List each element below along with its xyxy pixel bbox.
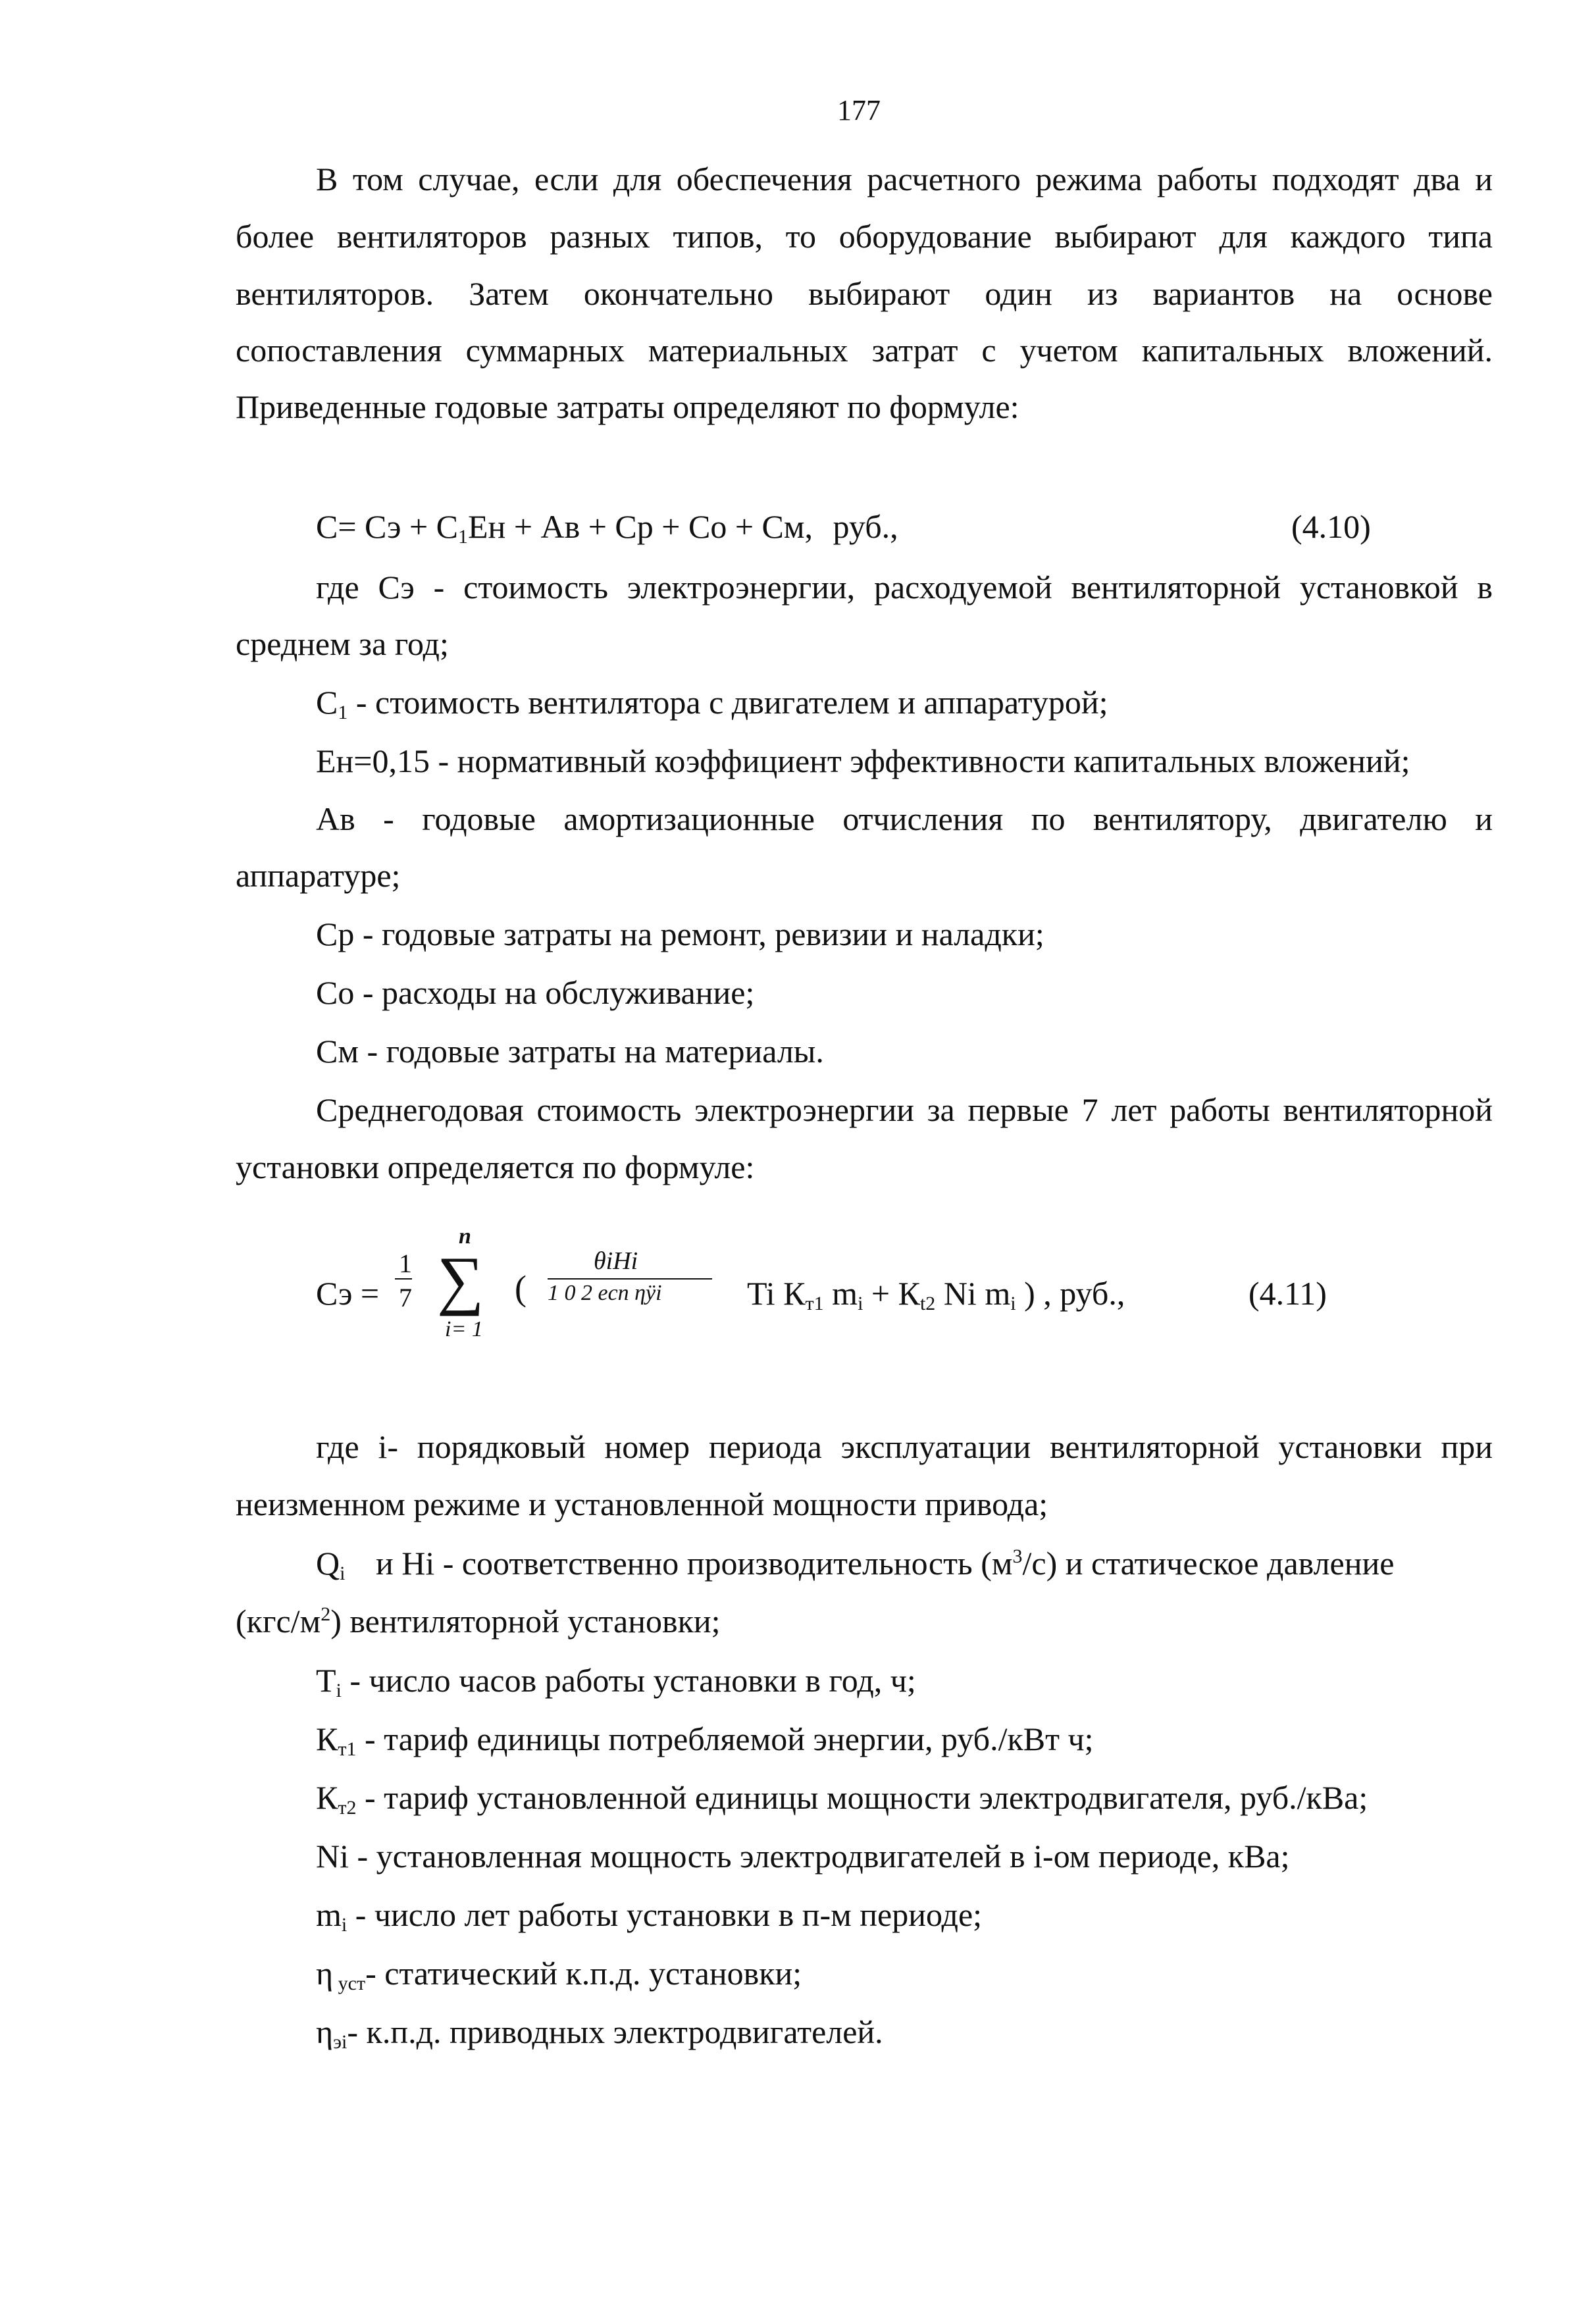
formula-4-11-mi2-subscript: i (1010, 1293, 1016, 1314)
formula-4-10-number: (4.10) (1291, 508, 1371, 545)
def-kt2 (316, 1779, 1368, 1819)
def-mi-symbol: m (316, 1896, 342, 1933)
formula-4-11-lhs: Сэ = (316, 1275, 380, 1312)
def-qh-line-2 (236, 1605, 721, 1638)
formula-4-10-rest: Ен + Ав + Ср + Со + См, (468, 508, 813, 545)
formula-4-11-ni-m: Ni m (943, 1275, 1011, 1312)
formula-4-11-kt1-subscript: т1 (805, 1293, 824, 1314)
def-eta-e-symbol: η (316, 2013, 334, 2050)
def-kt1-symbol: К (316, 1721, 338, 1757)
def-ti (316, 1662, 916, 1701)
para-411-line-2: установки определяется по формуле: (236, 1149, 755, 1185)
def-qh-sup3: 3 (1012, 1545, 1023, 1567)
def-ti-subscript: i (336, 1680, 342, 1701)
formula-4-10-lhs: С= Сэ + С (316, 508, 459, 545)
formula-4-11-m: m (832, 1275, 858, 1312)
formula-4-10-c1-subscript: 1 (458, 526, 469, 548)
formula-4-11-sum-lower: i= 1 (445, 1317, 483, 1341)
def-i-line-2: неизменном режиме и установленной мощности привода; (236, 1486, 1048, 1522)
page-number: 177 (837, 94, 881, 126)
def-c1-symbol: С (316, 684, 338, 721)
def-qh-line-2-start: (кгс/м (236, 1603, 321, 1640)
intro-line-3: вентиляторов. Затем окончательно выбирают один из вариантов на основе (236, 275, 1493, 312)
formula-4-11-frac-bar (395, 1278, 412, 1280)
def-qh-line-1-end: /с) и статическое давление (1022, 1545, 1395, 1582)
def-eta-ust-subscript: уст (333, 1973, 366, 1994)
def-eta-e (316, 2013, 883, 2053)
def-qh-sup2: 2 (321, 1603, 331, 1625)
formula-4-11-tail (747, 1275, 1125, 1314)
para-411-line-1: Среднегодовая стоимость электроэнергии за первые 7 лет работы вентиляторной (316, 1091, 1493, 1128)
formula-4-11-inner-denominator: 1 0 2 eсп ηÿi (548, 1281, 662, 1305)
def-ti-symbol: T (316, 1662, 336, 1699)
formula-4-11-ti-kt: Ti К (747, 1275, 806, 1312)
formula-4-11-plus-k: + К (871, 1275, 920, 1312)
def-kt1 (316, 1721, 1094, 1760)
formula-4-11-number: (4.11) (1248, 1275, 1327, 1312)
def-kt2-subscript: т2 (338, 1797, 357, 1819)
intro-line-2: более вентиляторов разных типов, то оборудование выбирают для каждого типа (236, 218, 1493, 255)
intro-line-4: сопоставления суммарных материальных затрат с учетом капитальных вложений. (236, 332, 1493, 369)
def-mi-text: - число лет работы установки в п-м периоде; (355, 1896, 983, 1933)
def-eta-e-subscript: эi (333, 2031, 348, 2053)
def-kt1-text: - тариф единицы потребляемой энергии, руб./кВт ч; (364, 1721, 1094, 1757)
def-cm: См - годовые затраты на материалы. (316, 1033, 824, 1070)
formula-4-11-sum-upper: n (459, 1224, 471, 1249)
def-c1-subscript: 1 (338, 702, 348, 723)
def-eta-e-text: - к.п.д. приводных электродвигателей. (347, 2013, 883, 2050)
def-qh-line-1-text: и Hi - соответственно производительность (м (375, 1545, 1013, 1582)
def-qh-line-1 (316, 1545, 1493, 1584)
def-av-line-1: Ав - годовые амортизационные отчисления по вентилятору, двигателю и (316, 800, 1493, 837)
intro-line-5: Приведенные годовые затраты определяют по формуле: (236, 388, 1019, 425)
formula-4-11-close: ) , руб., (1024, 1275, 1125, 1312)
def-ti-text: - число часов работы установки в год, ч; (349, 1662, 916, 1699)
def-i-line-1: где i- порядковый номер периода эксплуатации вентиляторной установки при (316, 1428, 1493, 1465)
formula-4-11-inner-numerator: θiHi (594, 1247, 638, 1275)
def-mi-subscript: i (341, 1914, 348, 1936)
def-c1-text: - стоимость вентилятора с двигателем и аппаратурой; (355, 684, 1108, 721)
formula-4-11-mi-subscript: i (858, 1293, 863, 1314)
formula-4-11-inner-bar (548, 1278, 712, 1280)
intro-line-1: В том случае, если для обеспечения расчетного режима работы подходят два и (316, 161, 1493, 197)
formula-4-11-open-paren: ( (515, 1268, 527, 1308)
def-qh-line-2-end: ) вентиляторной установки; (330, 1603, 721, 1640)
def-ni: Ni - установленная мощность электродвигателей в i-ом периоде, кВа; (316, 1838, 1290, 1875)
def-c1 (316, 684, 1108, 723)
def-co: Со - расходы на обслуживание; (316, 974, 755, 1011)
def-kt2-symbol: К (316, 1779, 338, 1816)
def-ce-line-2: среднем за год; (236, 625, 449, 662)
def-av-line-2: аппаратуре; (236, 857, 401, 894)
def-kt2-text: - тариф установленной единицы мощности электродвигателя, руб./кВа; (356, 1779, 1368, 1816)
def-en: Ен=0,15 - нормативный коэффициент эффективности капитальных вложений; (316, 742, 1410, 779)
formula-4-11-kt2-subscript: t2 (919, 1293, 936, 1314)
def-eta-ust-text: - статический к.п.д. установки; (365, 1955, 802, 1992)
formula-4-11-sum-symbol: ∑ (437, 1243, 484, 1316)
def-ce-line-1: где Сэ - стоимость электроэнергии, расходуемой вентиляторной установкой в (316, 569, 1493, 606)
formula-4-11-frac-denominator: 7 (399, 1283, 412, 1312)
formula-4-11-frac-numerator: 1 (399, 1249, 412, 1278)
def-cp: Ср - годовые затраты на ремонт, ревизии и наладки; (316, 916, 1044, 952)
formula-4-10 (316, 508, 898, 548)
def-q-subscript: i (340, 1563, 346, 1584)
def-eta-ust (316, 1955, 802, 1994)
def-kt1-subscript: т1 (338, 1738, 357, 1760)
def-q-symbol: Q (316, 1545, 340, 1582)
def-mi (316, 1896, 983, 1936)
formula-4-10-unit: руб., (833, 508, 898, 545)
def-eta-ust-symbol: η (316, 1955, 334, 1992)
